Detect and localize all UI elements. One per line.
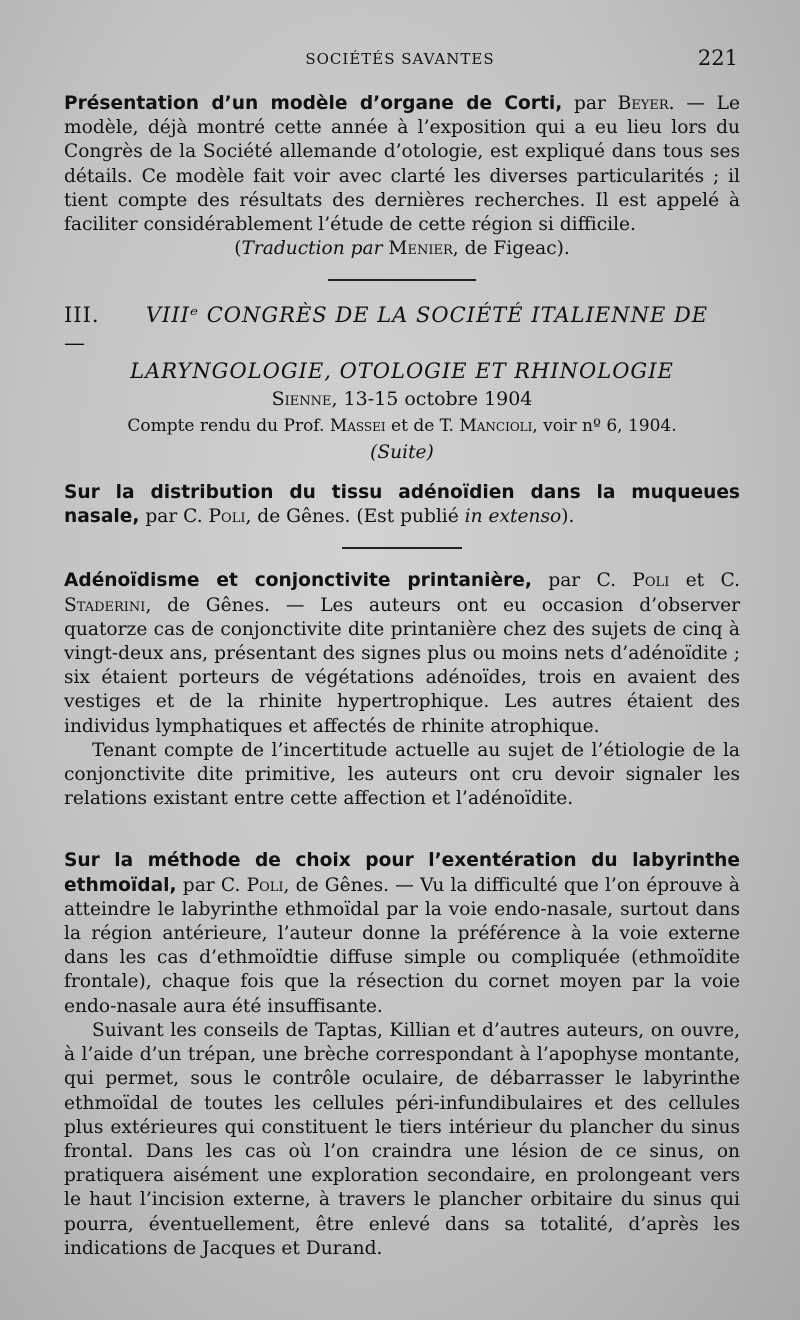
byline: par C. [531, 570, 633, 592]
translation-label: Traduction par [241, 238, 383, 260]
report-credit [64, 414, 740, 438]
closing-punct: ). [561, 506, 575, 528]
abstract-body: , de Gênes. — Les auteurs ont eu occasion d’observer quatorze cas de conjonctivite dite printanière chez des sujets de cinq à vingt-deux ans, présentant des signes plus ou moins nets d’adénoïdite ; six étaient porteurs de végétations adénoïdes, trois en avaient des vestiges et de la rhinite hypertrophique. Les autres étaient des individus lymphatiques et affectés de rhinite atrophique. [64, 594, 740, 737]
translation-suffix: , de Figeac). [452, 238, 570, 260]
abstract-ethmoid [64, 849, 740, 1018]
abstract-body: , de Gênes. — Vu la difficulté que l’on éprouve à atteindre le labyrinthe ethmoïdal par la voie endo-nasale, surtout dans la région antérieure, l’auteur donne la préférence à la voie externe dans les cas d’ethmoïdtie diffuse simple ou compliquée (ethmoïdite frontale), chaque fois que la résection du cornet moyen par la voie endo-nasale aura été insuffisante. [64, 874, 740, 1017]
report-middle: et de T. [385, 415, 460, 436]
congress-heading [64, 301, 740, 385]
running-title: SOCIÉTÉS SAVANTES [305, 50, 495, 68]
abstract-title: Présentation d’un modèle d’organe de Corti, [64, 93, 563, 114]
abstract-body: . — Le modèle, déjà montré cette année à l’exposition qui a eu lieu lors du Congrès de la Société allemande d’otologie, est expliqué dans tous ses détails. Ce modèle fait voir avec clarté les diverses particularités ; il tient compte des résultats des dernières recherches. Il est appelé à faciliter considérablement l’étude de cette région si difficile. [64, 93, 741, 236]
byline: par [562, 93, 618, 114]
author-name-1: Poli [632, 570, 670, 592]
abstract-paragraph-2: Suivant les conseils de Taptas, Killian et d’autres auteurs, on ouvre, à l’aide d’un trépan, une brèche correspondant à l’apophyse montante, qui permet, sous le contrôle oculaire, de débarrasser le labyrinthe ethmoïdal de toutes les cellules péri-infundibulaires et des cellules plus extérieures qui constituent le tiers intérieur du plancher du sinus frontal. Dans les cas où l’on craindra une lésion de ce sinus, on pratiquera aisément une exploration secondaire, en prolongeant vers le haut l’incision externe, à travers le plancher orbitaire du sinus qui pourra, éventuellement, être enlevé dans sa totalité, d’après les indications de Jacques et Durand. [64, 1019, 740, 1259]
suite-text: (Suite) [370, 441, 434, 463]
congress-place: Sienne [271, 388, 332, 411]
translation-credit [64, 237, 740, 261]
translator-name: Menier [388, 238, 453, 260]
congress-title-line1: VIIIᵉ CONGRÈS DE LA SOCIÉTÉ ITALIENNE DE [145, 303, 709, 328]
in-extenso: in extenso [464, 506, 562, 528]
congress-date: , 13-15 octobre 1904 [331, 388, 533, 411]
page-number: 221 [697, 46, 738, 70]
author-name: Poli [208, 506, 246, 528]
report-author-2: Mancioli [459, 415, 533, 436]
abstract-body: , de Gênes. (Est publié [245, 506, 465, 528]
author-name: Beyer [617, 93, 669, 114]
abstract-conjunctivitis [64, 569, 740, 738]
suite-label [64, 441, 740, 465]
abstract-adenoid-tissue [64, 481, 740, 529]
byline: par C. [176, 874, 247, 896]
abstract-corti [64, 92, 740, 237]
abstract-title: Sur la méthode de choix pour l’exentération du labyrinthe ethmoïdal, [64, 850, 740, 896]
report-suffix: , voir nº 6, 1904. [532, 415, 677, 436]
page-body [64, 92, 740, 1261]
byline: par C. [139, 506, 209, 528]
paren-open: ( [234, 238, 242, 260]
abstract-title: Adénoïdisme et conjonctivite printanière, [64, 570, 532, 592]
byline-and: et C. [669, 570, 740, 592]
report-author-1: Massei [329, 415, 386, 436]
section-number: III. — [64, 303, 100, 356]
abstract-title: Sur la distribution du tissu adénoïdien dans la muqueues nasale, [64, 482, 740, 528]
congress-title-line2: LARYNGOLOGIE, OTOLOGIE ET RHINOLOGIE [130, 359, 674, 384]
congress-place-date [64, 387, 740, 411]
author-name: Poli [246, 874, 284, 896]
author-name-2: Staderini [64, 594, 146, 616]
report-prefix: Compte rendu du Prof. [127, 415, 330, 436]
abstract-paragraph-2: Tenant compte de l’incertitude actuelle au sujet de l’étiologie de la conjonctivite dite primitive, les auteurs ont cru devoir signaler les relations existant entre cette affection et l’adénoïdite. [64, 739, 740, 810]
running-header [0, 46, 800, 72]
